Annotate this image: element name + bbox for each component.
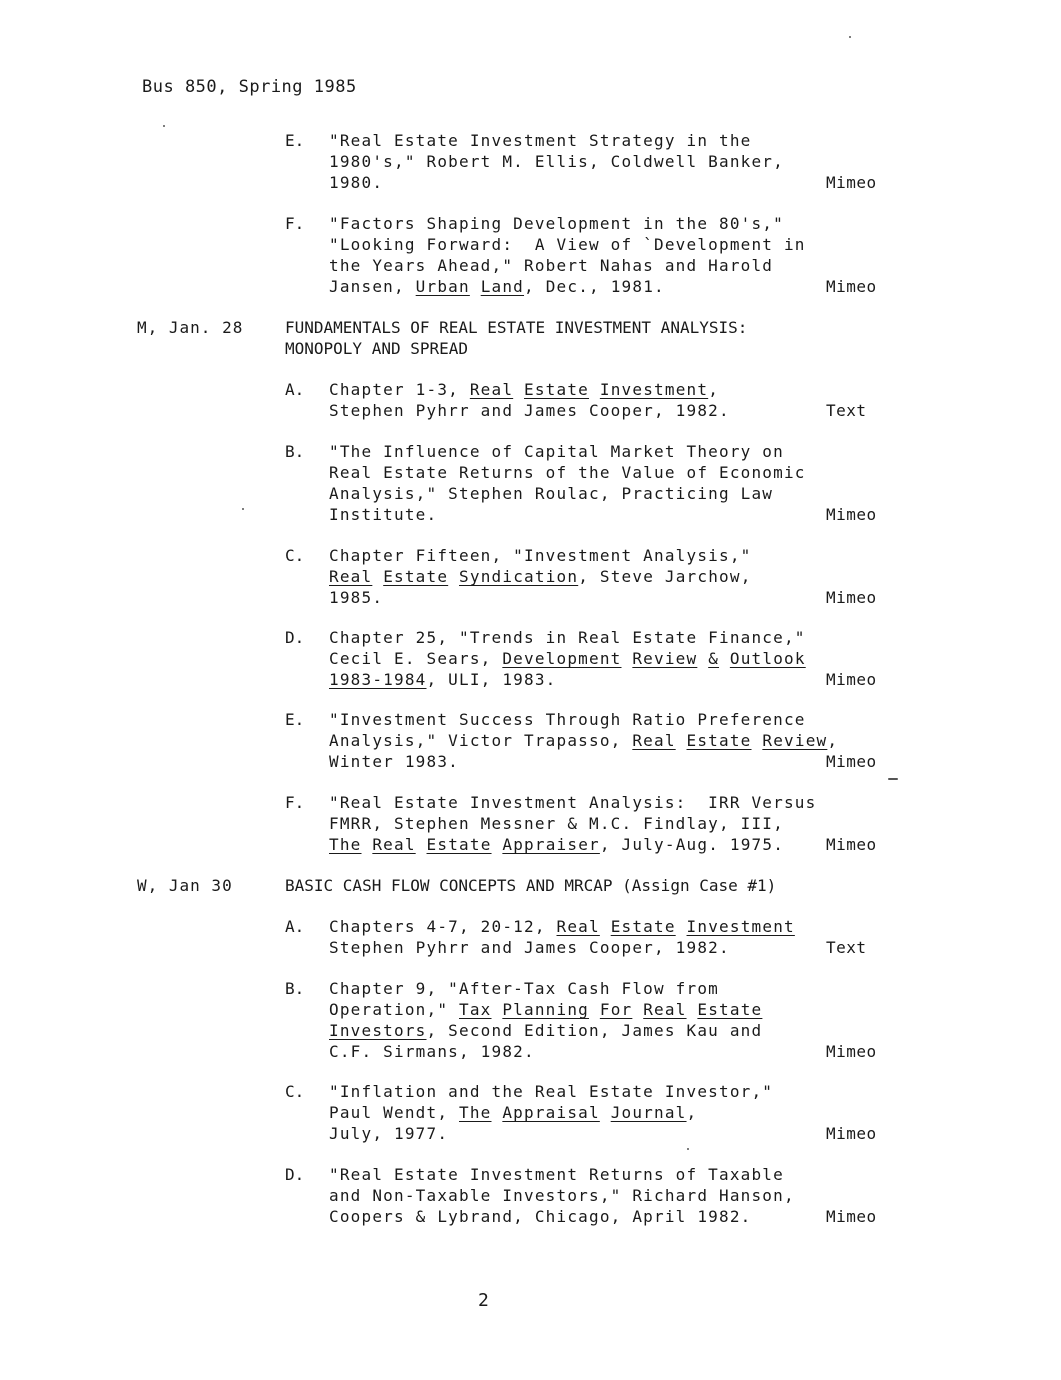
item-marker-d: D. bbox=[285, 628, 305, 647]
text: , Dec., 1981. bbox=[524, 277, 665, 296]
session-date: W, Jan 30 bbox=[137, 876, 233, 895]
underlined-text: Investment bbox=[686, 917, 795, 936]
text bbox=[470, 277, 481, 296]
item-d2-line-1: "Real Estate Investment Returns of Taxable bbox=[329, 1165, 784, 1184]
item-c2-line-2 bbox=[329, 1103, 697, 1123]
text bbox=[513, 380, 524, 399]
text bbox=[719, 649, 730, 668]
scan-speck bbox=[687, 1148, 689, 1150]
text bbox=[362, 835, 373, 854]
item-c2-format: Mimeo bbox=[826, 1124, 877, 1143]
underlined-text: Estate bbox=[610, 917, 676, 936]
item-f-line-4 bbox=[329, 277, 665, 297]
text bbox=[589, 380, 600, 399]
underlined-text: The bbox=[459, 1103, 492, 1122]
item-c2-line-3: July, 1977. bbox=[329, 1124, 449, 1143]
underlined-text: Development bbox=[502, 649, 622, 668]
item-d-line-3 bbox=[329, 670, 557, 690]
item-a2-line-1 bbox=[329, 917, 795, 937]
underlined-text: Real bbox=[372, 835, 416, 854]
item-f2-line-3 bbox=[329, 835, 784, 855]
item-marker-a: A. bbox=[285, 380, 305, 399]
text bbox=[492, 1000, 503, 1019]
underlined-text: Planning bbox=[502, 1000, 590, 1019]
session-heading-line-2: MONOPOLY AND SPREAD bbox=[285, 339, 469, 358]
text: Chapters 4-7, 20-12, bbox=[329, 917, 557, 936]
item-c-line-2 bbox=[329, 567, 752, 587]
item-f2-line-1: "Real Estate Investment Analysis: IRR Versus bbox=[329, 793, 817, 812]
item-d2-format: Mimeo bbox=[826, 1207, 877, 1226]
item-b2-line-4: C.F. Sirmans, 1982. bbox=[329, 1042, 535, 1061]
item-marker-f2: F. bbox=[285, 793, 305, 812]
underlined-text: Outlook bbox=[729, 649, 806, 668]
item-c-format: Mimeo bbox=[826, 588, 877, 607]
item-e-line-3: 1980. bbox=[329, 173, 384, 192]
item-marker-c2: C. bbox=[285, 1082, 305, 1101]
underlined-text: Review bbox=[762, 731, 828, 750]
underlined-text: Estate bbox=[426, 835, 492, 854]
session-heading: BASIC CASH FLOW CONCEPTS AND MRCAP (Assign Case #1) bbox=[285, 876, 777, 895]
text: , Steve Jarchow, bbox=[578, 567, 752, 586]
item-marker-f: F. bbox=[285, 214, 305, 233]
underlined-text: Real bbox=[556, 917, 600, 936]
underlined-text: Real bbox=[469, 380, 514, 399]
text: , July-Aug. 1975. bbox=[599, 835, 785, 854]
item-a2-line-2: Stephen Pyhrr and James Cooper, 1982. bbox=[329, 938, 730, 957]
page-number: 2 bbox=[478, 1290, 489, 1311]
item-f2-line-2: FMRR, Stephen Messner & M.C. Findlay, III, bbox=[329, 814, 784, 833]
item-marker-e: E. bbox=[285, 131, 305, 150]
item-b-line-4: Institute. bbox=[329, 505, 438, 524]
item-d2-line-2: and Non-Taxable Investors," Richard Hanson, bbox=[329, 1186, 795, 1205]
item-marker-b: B. bbox=[285, 442, 305, 461]
scan-speck bbox=[888, 778, 898, 780]
session-heading-line-1: FUNDAMENTALS OF REAL ESTATE INVESTMENT ANALYSIS: bbox=[285, 318, 748, 337]
item-f-line-2: "Looking Forward: A View of `Development in bbox=[329, 235, 806, 254]
item-a-line-1 bbox=[329, 380, 719, 400]
text bbox=[622, 649, 633, 668]
text: , ULI, 1983. bbox=[426, 670, 557, 689]
item-a2-format: Text bbox=[826, 938, 867, 957]
underlined-text: Urban bbox=[415, 277, 470, 296]
text: , bbox=[686, 1103, 698, 1122]
item-f-format: Mimeo bbox=[826, 277, 877, 296]
session-date: M, Jan. 28 bbox=[137, 318, 244, 337]
text: Paul Wendt, bbox=[329, 1103, 459, 1122]
underlined-text: Journal bbox=[610, 1103, 687, 1122]
text bbox=[448, 567, 459, 586]
text: , bbox=[708, 380, 720, 399]
item-a-line-2: Stephen Pyhrr and James Cooper, 1982. bbox=[329, 401, 730, 420]
item-e-line-2: 1980's," Robert M. Ellis, Coldwell Banker, bbox=[329, 152, 784, 171]
text bbox=[589, 1000, 600, 1019]
text: Analysis," Victor Trapasso, bbox=[329, 731, 633, 750]
text bbox=[676, 731, 687, 750]
underlined-text: For bbox=[599, 1000, 633, 1019]
item-marker-e2: E. bbox=[285, 710, 305, 729]
text bbox=[632, 1000, 643, 1019]
item-e2-line-2 bbox=[329, 731, 838, 751]
text bbox=[600, 917, 611, 936]
text: , Second Edition, James Kau and bbox=[426, 1021, 763, 1040]
item-e-line-1: "Real Estate Investment Strategy in the bbox=[329, 131, 752, 150]
item-b-line-3: Analysis," Stephen Roulac, Practicing Law bbox=[329, 484, 774, 503]
underlined-text: Investors bbox=[329, 1021, 427, 1040]
underlined-text: Estate bbox=[697, 1000, 763, 1019]
underlined-text: Appraisal bbox=[502, 1103, 600, 1122]
underlined-text: Estate bbox=[383, 567, 449, 586]
underlined-text: Review bbox=[632, 649, 698, 668]
underlined-text: Real bbox=[643, 1000, 687, 1019]
text bbox=[697, 649, 708, 668]
underlined-text: Real bbox=[329, 567, 373, 586]
text bbox=[416, 835, 427, 854]
item-e2-line-3: Winter 1983. bbox=[329, 752, 459, 771]
scan-speck bbox=[242, 508, 244, 510]
item-e2-line-1: "Investment Success Through Ratio Preference bbox=[329, 710, 806, 729]
text bbox=[687, 1000, 698, 1019]
underlined-text: Real bbox=[632, 731, 676, 750]
text: Operation," bbox=[329, 1000, 459, 1019]
course-header: Bus 850, Spring 1985 bbox=[142, 77, 357, 97]
underlined-text: Land bbox=[480, 277, 525, 296]
item-b-line-1: "The Influence of Capital Market Theory on bbox=[329, 442, 784, 461]
item-marker-a2: A. bbox=[285, 917, 305, 936]
scan-speck bbox=[163, 125, 165, 127]
text: Cecil E. Sears, bbox=[329, 649, 503, 668]
item-b2-line-2 bbox=[329, 1000, 762, 1020]
item-e2-format: Mimeo bbox=[826, 752, 877, 771]
item-marker-d2: D. bbox=[285, 1165, 305, 1184]
text bbox=[600, 1103, 611, 1122]
item-d-line-1: Chapter 25, "Trends in Real Estate Finance," bbox=[329, 628, 806, 647]
item-b2-line-1: Chapter 9, "After-Tax Cash Flow from bbox=[329, 979, 719, 998]
text: , bbox=[827, 731, 839, 750]
text bbox=[492, 1103, 503, 1122]
item-b-format: Mimeo bbox=[826, 505, 877, 524]
item-c-line-1: Chapter Fifteen, "Investment Analysis," bbox=[329, 546, 752, 565]
item-f-line-1: "Factors Shaping Development in the 80's," bbox=[329, 214, 784, 233]
item-c-line-3: 1985. bbox=[329, 588, 384, 607]
underlined-text: Appraiser bbox=[502, 835, 600, 854]
item-d2-line-3: Coopers & Lybrand, Chicago, April 1982. bbox=[329, 1207, 752, 1226]
item-f2-format: Mimeo bbox=[826, 835, 877, 854]
text bbox=[752, 731, 763, 750]
underlined-text: & bbox=[708, 649, 720, 668]
underlined-text: Estate bbox=[686, 731, 752, 750]
item-c2-line-1: "Inflation and the Real Estate Investor," bbox=[329, 1082, 774, 1101]
text bbox=[372, 567, 383, 586]
text bbox=[492, 835, 503, 854]
item-b2-format: Mimeo bbox=[826, 1042, 877, 1061]
item-b-line-2: Real Estate Returns of the Value of Economic bbox=[329, 463, 806, 482]
text: Jansen, bbox=[329, 277, 416, 296]
underlined-text: Investment bbox=[599, 380, 709, 399]
item-d-line-2 bbox=[329, 649, 806, 669]
underlined-text: Estate bbox=[524, 380, 590, 399]
text: Chapter 1-3, bbox=[329, 380, 470, 399]
text bbox=[676, 917, 687, 936]
item-f-line-3: the Years Ahead," Robert Nahas and Harold bbox=[329, 256, 774, 275]
scan-speck bbox=[849, 36, 851, 38]
item-d-format: Mimeo bbox=[826, 670, 877, 689]
item-e-format: Mimeo bbox=[826, 173, 877, 192]
item-marker-c: C. bbox=[285, 546, 305, 565]
underlined-text: 1983-1984 bbox=[329, 670, 427, 689]
underlined-text: Syndication bbox=[459, 567, 579, 586]
item-b2-line-3 bbox=[329, 1021, 762, 1041]
underlined-text: The bbox=[329, 835, 362, 854]
item-a-format: Text bbox=[826, 401, 867, 420]
item-marker-b2: B. bbox=[285, 979, 305, 998]
underlined-text: Tax bbox=[459, 1000, 492, 1019]
